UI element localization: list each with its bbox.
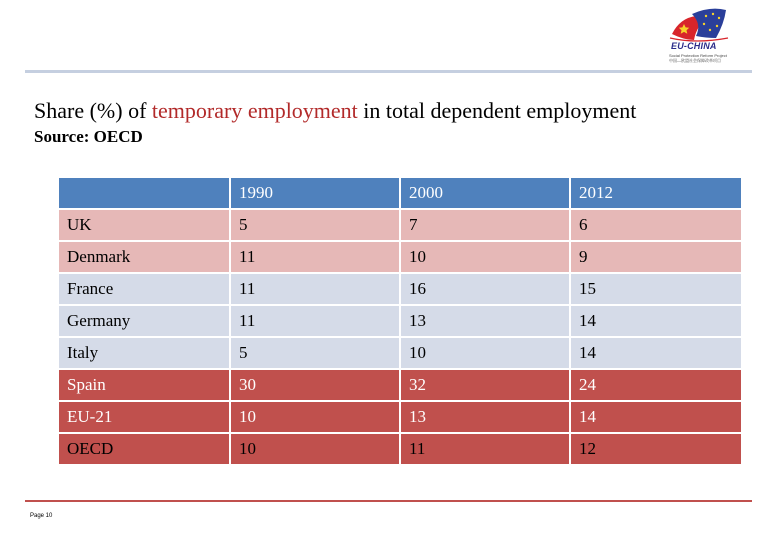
table-row xyxy=(59,369,742,401)
value-2000-cell: 11 xyxy=(400,433,570,465)
table-row xyxy=(59,433,742,465)
value-2000-cell: 10 xyxy=(400,241,570,273)
table-row xyxy=(59,337,742,369)
title-prefix: Share (%) of xyxy=(34,98,152,123)
value-2000-cell: 7 xyxy=(400,209,570,241)
table-row xyxy=(59,401,742,433)
title-suffix: in total dependent employment xyxy=(357,98,637,123)
value-2012-cell: 12 xyxy=(570,433,742,465)
header-cell-2000: 2000 xyxy=(400,178,570,209)
country-cell: OECD xyxy=(59,433,230,465)
value-2012-cell: 24 xyxy=(570,369,742,401)
value-1990-cell: 5 xyxy=(230,209,400,241)
value-2000-cell: 10 xyxy=(400,337,570,369)
value-1990-cell: 11 xyxy=(230,241,400,273)
employment-table xyxy=(59,178,743,466)
value-2012-cell: 9 xyxy=(570,241,742,273)
logo-subtitle-line1: Social Protection Reform Project xyxy=(669,53,727,58)
value-2000-cell: 32 xyxy=(400,369,570,401)
country-cell: Spain xyxy=(59,369,230,401)
title-highlight: temporary employment xyxy=(151,98,358,123)
header-cell-country xyxy=(59,178,230,209)
slide-title xyxy=(34,98,636,124)
page-number: Page 10 xyxy=(30,513,53,519)
table-header-row xyxy=(59,178,742,209)
value-2012-cell: 14 xyxy=(570,401,742,433)
value-2000-cell: 13 xyxy=(400,401,570,433)
footer-divider xyxy=(25,500,752,502)
value-1990-cell: 10 xyxy=(230,401,400,433)
value-2000-cell: 16 xyxy=(400,273,570,305)
value-2012-cell: 14 xyxy=(570,305,742,337)
header-divider xyxy=(25,70,752,73)
value-1990-cell: 10 xyxy=(230,433,400,465)
country-cell: UK xyxy=(59,209,230,241)
value-1990-cell: 11 xyxy=(230,273,400,305)
source-note: Source: OECD xyxy=(34,127,143,146)
logo-subtitle xyxy=(669,53,747,63)
country-cell: Germany xyxy=(59,305,230,337)
value-1990-cell: 30 xyxy=(230,369,400,401)
value-2012-cell: 14 xyxy=(570,337,742,369)
table-row xyxy=(59,209,742,241)
value-1990-cell: 11 xyxy=(230,305,400,337)
value-2000-cell: 13 xyxy=(400,305,570,337)
value-2012-cell: 6 xyxy=(570,209,742,241)
value-2012-cell: 15 xyxy=(570,273,742,305)
country-cell: Denmark xyxy=(59,241,230,273)
value-1990-cell: 5 xyxy=(230,337,400,369)
table-row xyxy=(59,273,742,305)
table-row xyxy=(59,305,742,337)
country-cell: EU-21 xyxy=(59,401,230,433)
logo-name: EU-CHINA xyxy=(671,41,717,51)
header-cell-1990: 1990 xyxy=(230,178,400,209)
header-cell-2012: 2012 xyxy=(570,178,742,209)
country-cell: France xyxy=(59,273,230,305)
logo-subtitle-line2: 中国—欧盟社会保障改革项目 xyxy=(669,58,721,63)
table-row xyxy=(59,241,742,273)
country-cell: Italy xyxy=(59,337,230,369)
